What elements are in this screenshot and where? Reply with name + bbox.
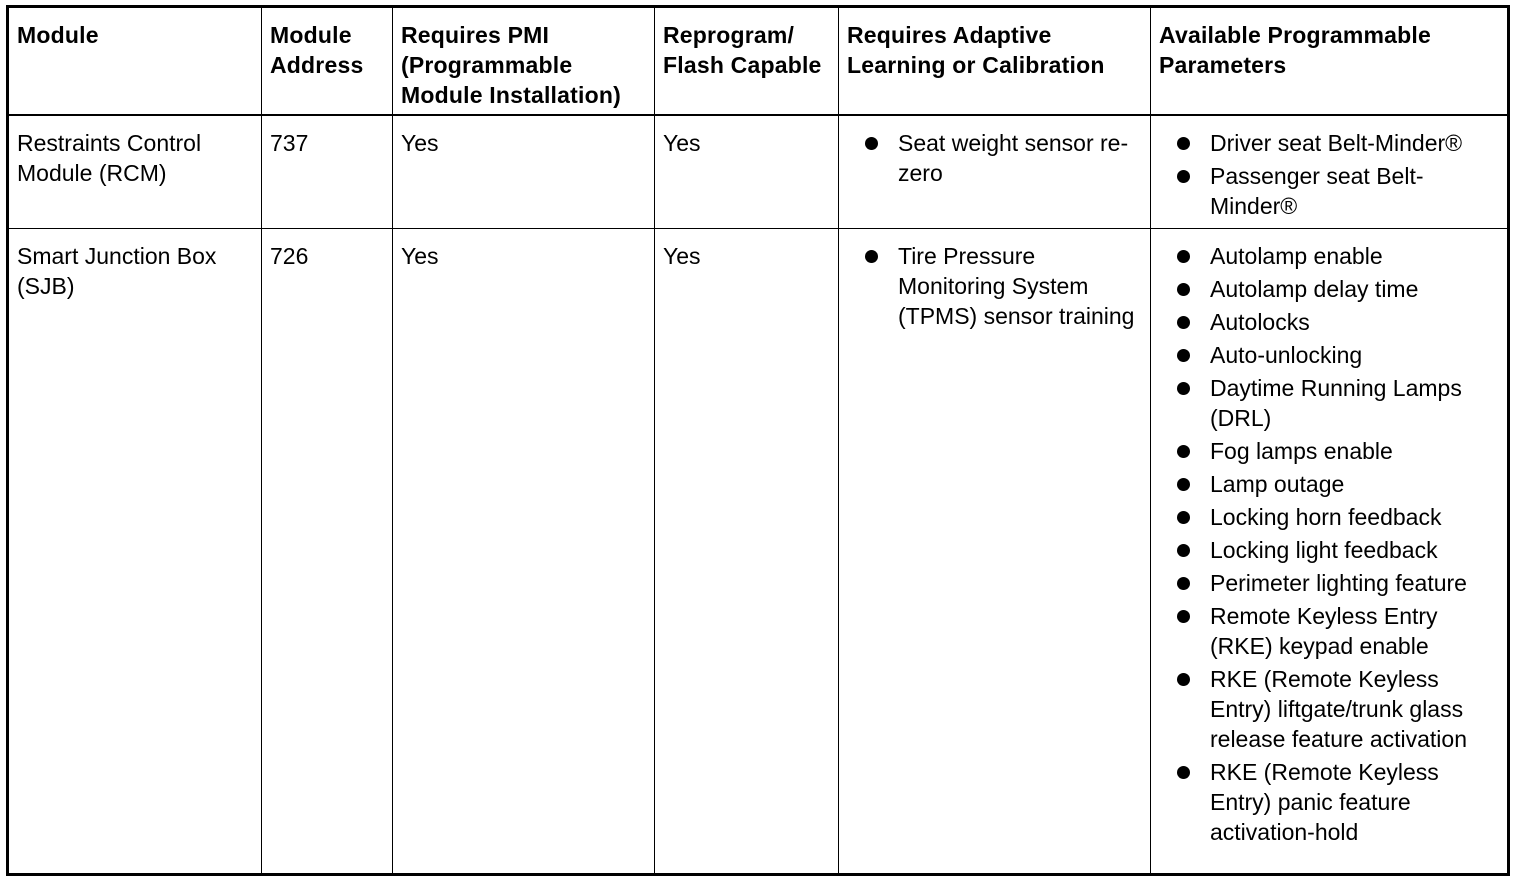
table-row (8, 115, 1509, 229)
list-item (1159, 340, 1499, 370)
list-item (1159, 274, 1499, 304)
bullet-icon (1177, 478, 1190, 491)
list-item (1159, 469, 1499, 499)
header-row (8, 7, 1509, 116)
cell-address: 726 (262, 229, 393, 875)
header-requires-pmi: Requires PMI (Programmable Module Installation) (393, 7, 655, 116)
adaptive-list (847, 128, 1142, 188)
cell-parameters (1151, 229, 1509, 875)
list-item (1159, 161, 1499, 221)
bullet-icon (1177, 170, 1190, 183)
bullet-icon (1177, 137, 1190, 150)
header-adaptive-learning: Requires Adaptive Learning or Calibration (839, 7, 1151, 116)
cell-module: Restraints Control Module (RCM) (8, 115, 262, 229)
module-table (6, 5, 1510, 876)
list-item (1159, 436, 1499, 466)
cell-adaptive (839, 115, 1151, 229)
list-item-text: Fog lamps enable (1210, 438, 1393, 464)
cell-parameters (1151, 115, 1509, 229)
cell-adaptive (839, 229, 1151, 875)
bullet-icon (1177, 250, 1190, 263)
bullet-icon (1177, 382, 1190, 395)
list-item-text: Locking horn feedback (1210, 504, 1442, 530)
header-module: Module (8, 7, 262, 116)
list-item-text: Seat weight sensor re-zero (898, 130, 1129, 186)
bullet-icon (1177, 511, 1190, 524)
list-item-text: Autolamp enable (1210, 243, 1383, 269)
list-item-text: Passenger seat Belt-Minder® (1210, 163, 1424, 219)
list-item (1159, 568, 1499, 598)
bullet-icon (1177, 349, 1190, 362)
cell-module: Smart Junction Box (SJB) (8, 229, 262, 875)
bullet-icon (1177, 610, 1190, 623)
adaptive-list (847, 241, 1142, 331)
cell-flash-capable: Yes (655, 115, 839, 229)
list-item (1159, 664, 1499, 754)
bullet-icon (1177, 766, 1190, 779)
list-item-text: Remote Keyless Entry (RKE) keypad enable (1210, 603, 1438, 659)
list-item (1159, 535, 1499, 565)
list-item-text: Tire Pressure Monitoring System (TPMS) sensor training (898, 243, 1135, 329)
list-item-text: RKE (Remote Keyless Entry) panic feature activation-hold (1210, 759, 1439, 845)
bullet-icon (1177, 283, 1190, 296)
bullet-icon (865, 137, 878, 150)
list-item (1159, 373, 1499, 433)
list-item-text: Autolamp delay time (1210, 276, 1419, 302)
parameters-list (1159, 241, 1499, 847)
list-item (847, 128, 1142, 188)
list-item-text: Lamp outage (1210, 471, 1345, 497)
list-item-text: Perimeter lighting feature (1210, 570, 1467, 596)
list-item (847, 241, 1142, 331)
header-reprogram-flash: Reprogram/ Flash Capable (655, 7, 839, 116)
header-module-address: Module Address (262, 7, 393, 116)
parameters-list (1159, 128, 1499, 221)
cell-address: 737 (262, 115, 393, 229)
list-item (1159, 757, 1499, 847)
list-item (1159, 307, 1499, 337)
list-item (1159, 128, 1499, 158)
list-item-text: Driver seat Belt-Minder® (1210, 130, 1463, 156)
bullet-icon (865, 250, 878, 263)
list-item-text: RKE (Remote Keyless Entry) liftgate/trunk glass release feature activation (1210, 666, 1467, 752)
cell-requires-pmi: Yes (393, 229, 655, 875)
bullet-icon (1177, 673, 1190, 686)
cell-flash-capable: Yes (655, 229, 839, 875)
list-item-text: Autolocks (1210, 309, 1310, 335)
bullet-icon (1177, 445, 1190, 458)
list-item-text: Daytime Running Lamps (DRL) (1210, 375, 1462, 431)
header-programmable-parameters: Available Programmable Parameters (1151, 7, 1509, 116)
bullet-icon (1177, 577, 1190, 590)
list-item-text: Locking light feedback (1210, 537, 1438, 563)
list-item (1159, 601, 1499, 661)
list-item (1159, 502, 1499, 532)
table-row (8, 229, 1509, 875)
list-item (1159, 241, 1499, 271)
bullet-icon (1177, 544, 1190, 557)
bullet-icon (1177, 316, 1190, 329)
list-item-text: Auto-unlocking (1210, 342, 1363, 368)
cell-requires-pmi: Yes (393, 115, 655, 229)
